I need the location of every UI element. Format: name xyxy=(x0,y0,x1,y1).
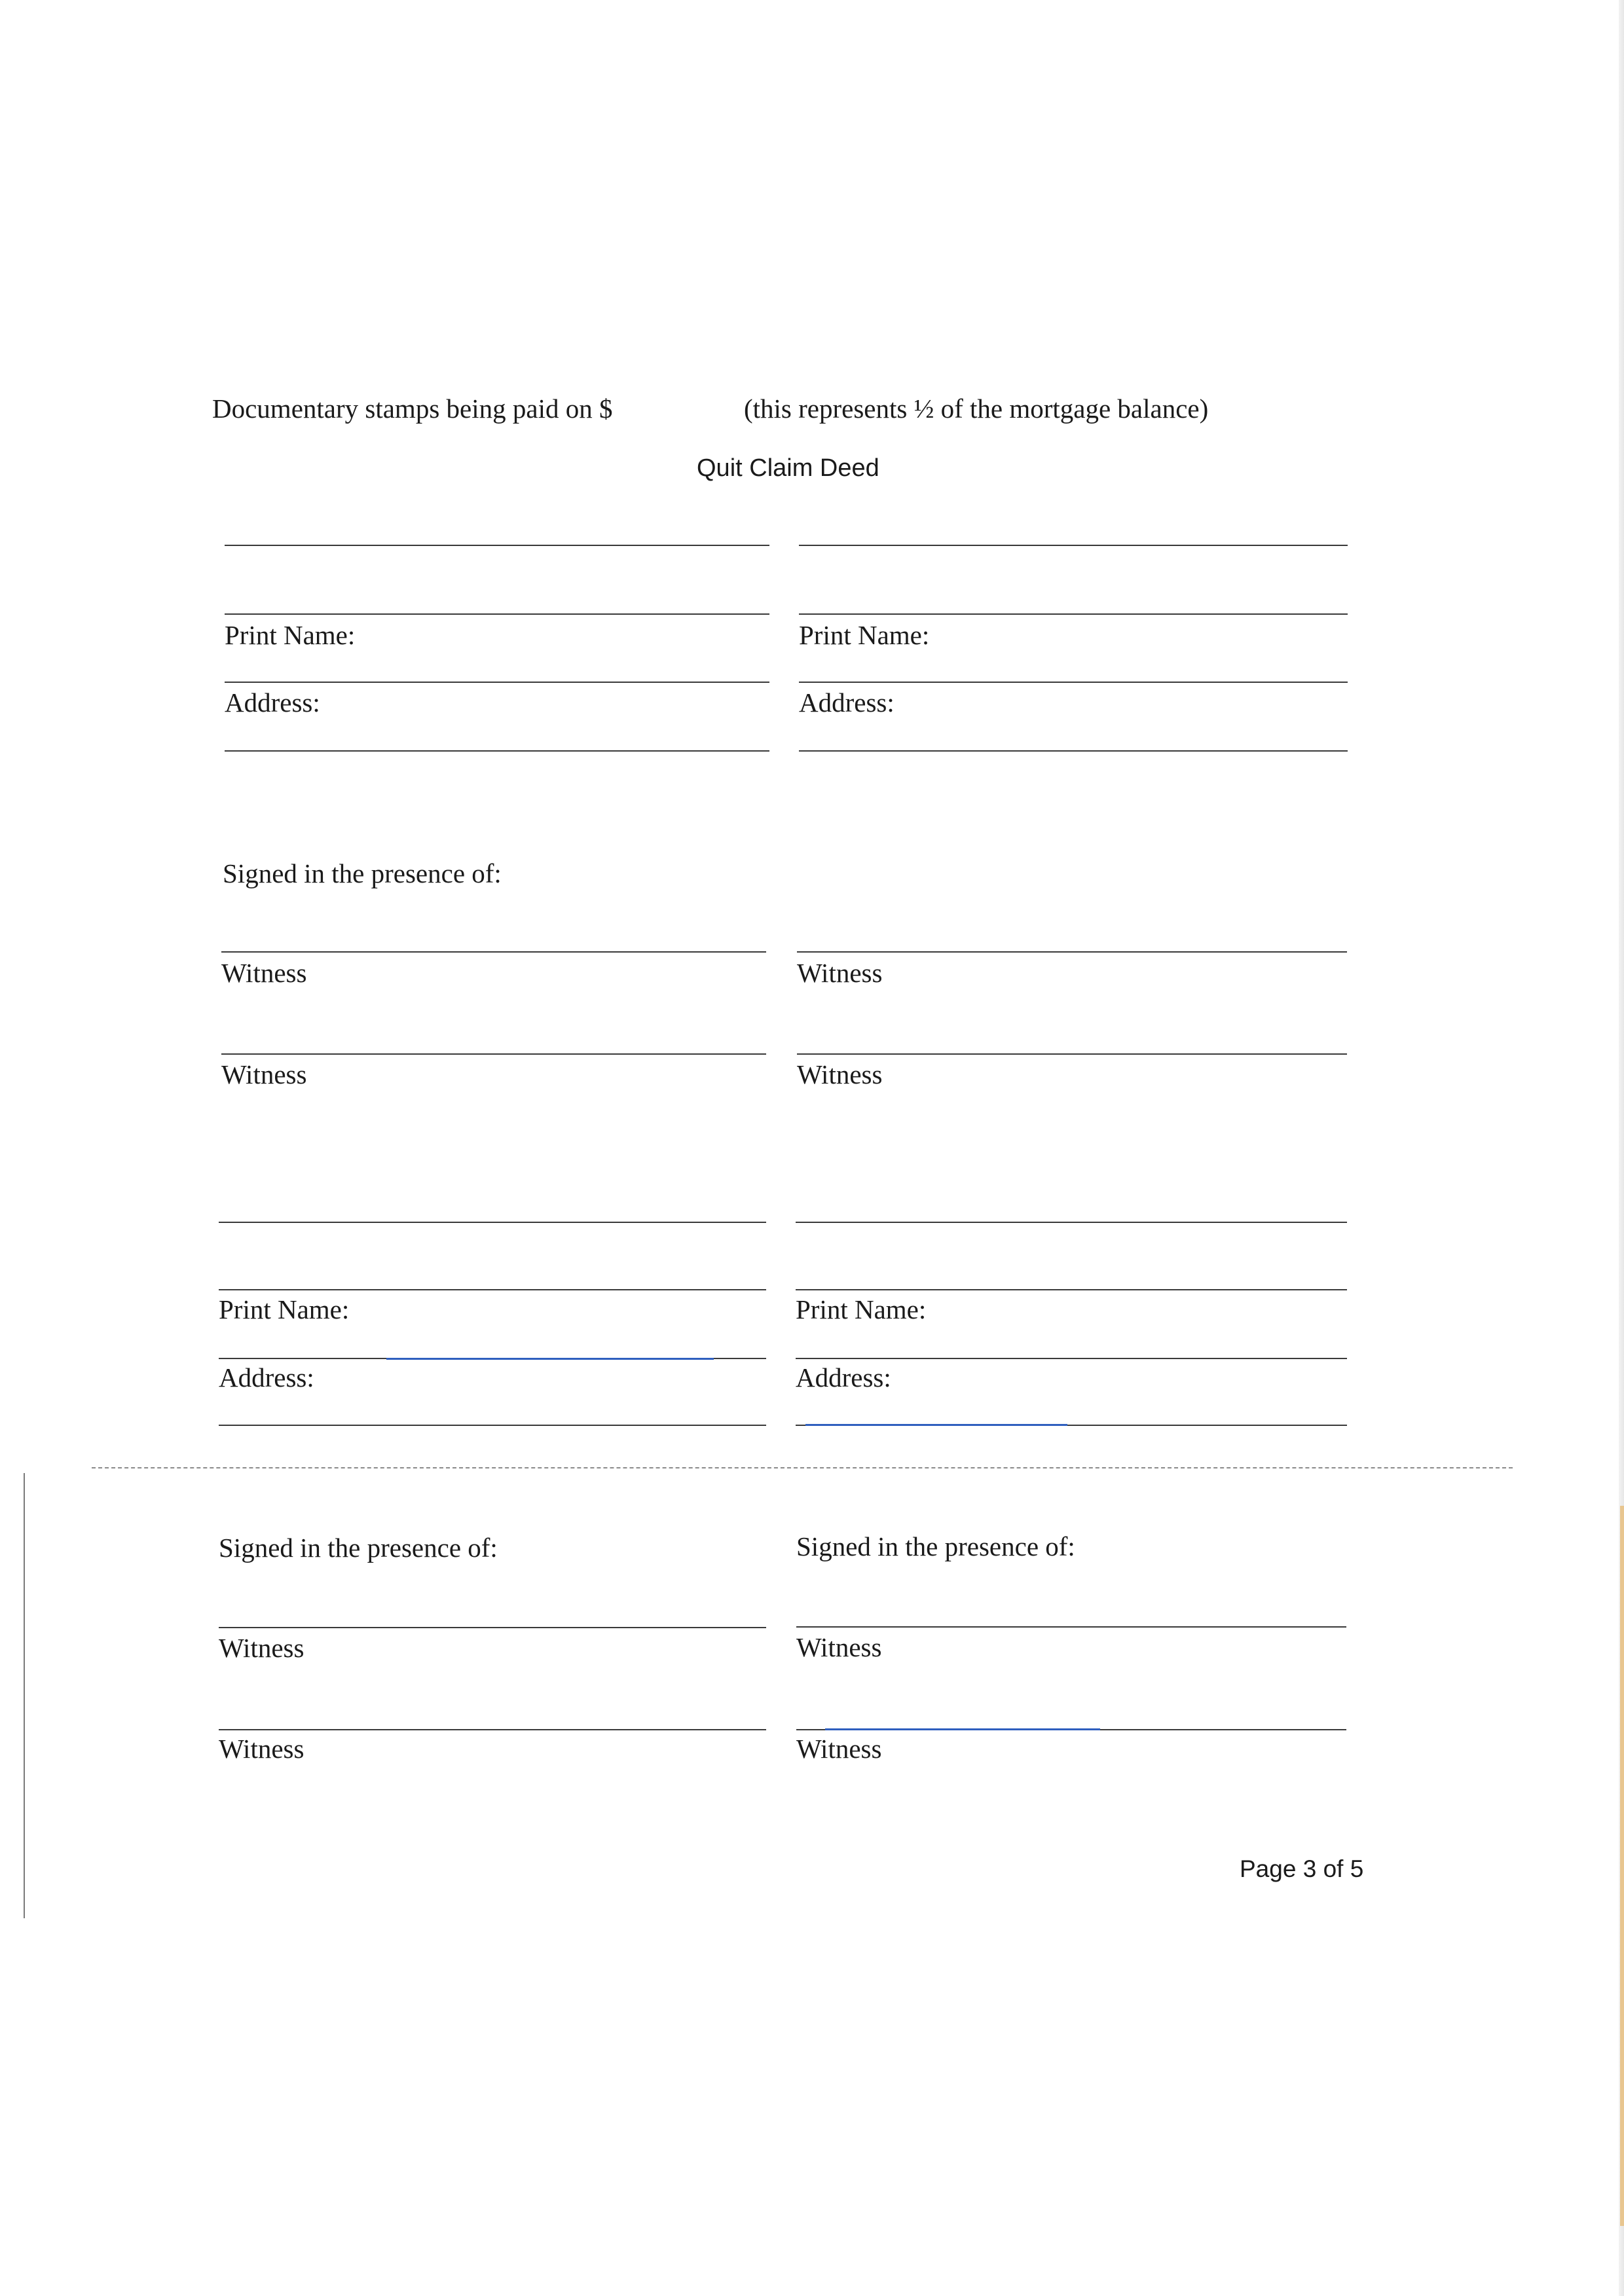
print-name-label: Print Name: xyxy=(219,1294,350,1324)
page-number: 3 xyxy=(1302,1855,1317,1882)
page-of: of xyxy=(1323,1855,1344,1882)
signature-line[interactable] xyxy=(799,613,1348,615)
signature-line[interactable] xyxy=(225,613,769,615)
witness-label: Witness xyxy=(221,958,307,988)
witness-line[interactable] xyxy=(221,951,766,953)
witness-label: Witness xyxy=(796,1632,882,1662)
signature-line[interactable] xyxy=(219,1289,766,1290)
address-label: Address: xyxy=(796,1362,891,1393)
address-label: Address: xyxy=(219,1362,314,1393)
witness-label: Witness xyxy=(221,1059,307,1089)
witness-label: Witness xyxy=(796,1734,882,1764)
signature-line[interactable] xyxy=(796,1289,1347,1290)
witness-line[interactable] xyxy=(796,1626,1346,1628)
witness-label: Witness xyxy=(219,1734,304,1764)
signed-in-presence-heading: Signed in the presence of: xyxy=(219,1533,498,1563)
witness-label: Witness xyxy=(797,958,883,988)
ink-stroke xyxy=(386,1358,714,1360)
signature-line[interactable] xyxy=(219,1222,766,1223)
stamps-note: (this represents ½ of the mortgage balance) xyxy=(744,393,1209,424)
page-total: 5 xyxy=(1350,1855,1364,1882)
witness-label: Witness xyxy=(219,1633,304,1663)
address-line[interactable] xyxy=(799,750,1348,752)
address-line[interactable] xyxy=(219,1425,766,1426)
signature-line[interactable] xyxy=(796,1222,1347,1223)
address-label: Address: xyxy=(799,687,895,718)
signature-line[interactable] xyxy=(799,545,1348,546)
witness-line[interactable] xyxy=(797,1053,1347,1055)
print-name-label: Print Name: xyxy=(225,620,356,650)
print-name-label: Print Name: xyxy=(799,620,930,650)
signed-in-presence-heading: Signed in the presence of: xyxy=(223,858,502,888)
page-indicator xyxy=(1240,1855,1363,1883)
signed-in-presence-heading: Signed in the presence of: xyxy=(796,1531,1075,1561)
print-name-line[interactable] xyxy=(225,682,769,683)
binding-mark xyxy=(24,1473,25,1918)
witness-label: Witness xyxy=(797,1059,883,1089)
witness-line[interactable] xyxy=(221,1053,766,1055)
address-line[interactable] xyxy=(225,750,769,752)
stamps-statement: Documentary stamps being paid on $ xyxy=(212,393,613,424)
print-name-line[interactable] xyxy=(799,682,1348,683)
ink-stroke xyxy=(805,1424,1067,1426)
print-name-label: Print Name: xyxy=(796,1294,927,1324)
witness-line[interactable] xyxy=(219,1627,766,1628)
fold-line xyxy=(92,1467,1513,1468)
witness-line[interactable] xyxy=(219,1729,766,1730)
document-title: Quit Claim Deed xyxy=(697,454,879,482)
address-label: Address: xyxy=(225,687,320,718)
scan-edge-tint xyxy=(1620,1506,1624,2226)
print-name-line[interactable] xyxy=(796,1358,1347,1359)
witness-line[interactable] xyxy=(797,951,1347,953)
ink-stroke xyxy=(825,1728,1100,1730)
page-label: Page xyxy=(1240,1855,1297,1882)
signature-line[interactable] xyxy=(225,545,769,546)
